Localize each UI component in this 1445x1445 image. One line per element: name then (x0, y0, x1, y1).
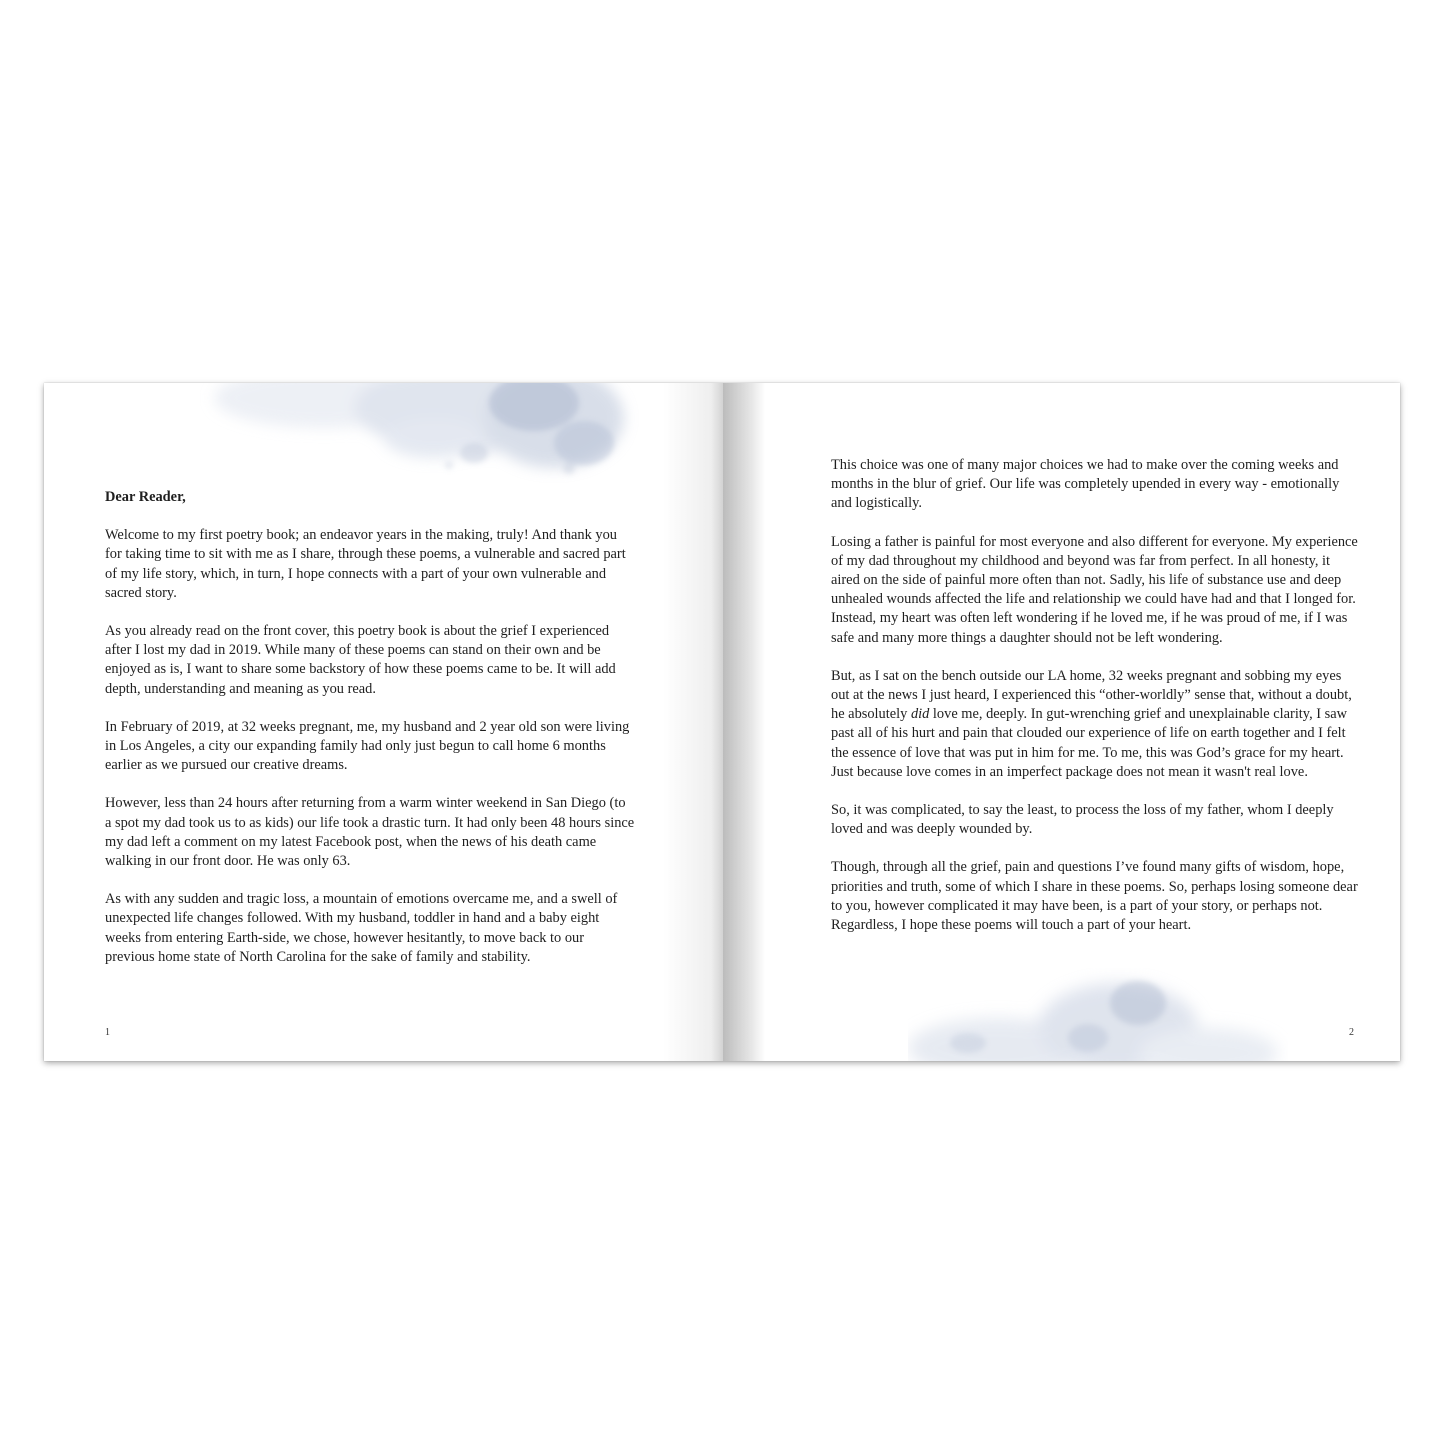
paragraph: Losing a father is painful for most everyone and also different for everyone. My experience of my dad throughout my childhood and beyond was far from perfect. In all honesty, it aired on the side of painful more often than not. Sadly, his life of substance use and deep unhealed wounds affected the life and relationship we could have had and that I longed for. Instead, my heart was often left wondering if he loved me, if he was proud of me, if I was safe and many more things a daughter should not be left wondering. (831, 533, 1358, 646)
left-page (44, 383, 723, 1061)
gutter-shadow-right (723, 383, 765, 1061)
text-run: love me, deeply. In gut-wrenching grief and unexplainable clarity, I saw past all of his hurt and pain that clouded our experience of life on earth together and I felt the essence of love that was put in him for me. To me, this was God’s grace for my heart. Just because love comes in an imperfect package does not mean it wasn't real love. (831, 706, 1348, 780)
paragraph: Welcome to my first poetry book; an endeavor years in the making, truly! And thank you for taking time to sit with me as I share, through these poems, a vulnerable and sacred part of my life story, which, in turn, I hope connects with a part of your own vulnerable and sacred story. (105, 527, 626, 601)
paragraph: So, it was complicated, to say the least, to process the loss of my father, whom I deeply loved and was deeply wounded by. (831, 802, 1334, 838)
emphasized-word: did (910, 706, 930, 723)
letter-greeting: Dear Reader, (105, 489, 186, 505)
page-number-right: 2 (1349, 1027, 1354, 1038)
gutter-shadow-left (663, 383, 723, 1061)
paragraph-with-emphasis (831, 667, 1361, 782)
watercolor-splash-top (174, 383, 644, 483)
paragraph: As with any sudden and tragic loss, a mountain of emotions overcame me, and a swell of unexpected life changes followed. With my husband, toddler in hand and a baby eight weeks from entering Earth-side, we chose, however hesitantly, to move back to our previous home state of North Carolina for the sake of family and stability. (105, 891, 618, 965)
paragraph: Though, through all the grief, pain and questions I’ve found many gifts of wisdom, hope, priorities and truth, some of which I share in these poems. So, perhaps losing someone dear to you, however complicated it may have been, is a part of your story, or perhaps not. Regardless, I hope these poems will touch a part of your heart. (831, 859, 1358, 934)
paragraph: In February of 2019, at 32 weeks pregnant, me, my husband and 2 year old son were living in Los Angeles, a city our expanding family had only just begun to call home 6 months earlier as we pursued our creative dreams. (105, 718, 630, 774)
right-page (723, 383, 1400, 1061)
paragraph: As you already read on the front cover, this poetry book is about the grief I experienced after I lost my dad in 2019. While many of these poems can stand on their own and be enjoyed as is, I want to share some backstory of how these poems came to be. It will add depth, understanding and meaning as you read. (105, 623, 616, 697)
book-spread (44, 383, 1400, 1061)
letter-body-left (105, 488, 635, 986)
paragraph: However, less than 24 hours after returning from a warm winter weekend in San Diego (to a spot my dad took us to as kids) our life took a drastic turn. It had only been 48 hours since my dad left a comment on my latest Facebook post, when the news of his death came walking in our front door. He was only 63. (105, 795, 635, 870)
paragraph: This choice was one of many major choices we had to make over the coming weeks and months in the blur of grief. Our life was completely upended in every way - emotionally and logistically. (831, 457, 1340, 512)
letter-body-right (831, 456, 1361, 954)
watercolor-splash-bottom (908, 968, 1288, 1061)
page-number-left: 1 (105, 1027, 110, 1038)
text-run: But, as I sat on the bench outside our LA home, 32 weeks pregnant and sobbing my eyes out at the news I just heard, I experienced this “other-worldly” sense that, without a doubt, he absolutely (831, 667, 1352, 723)
